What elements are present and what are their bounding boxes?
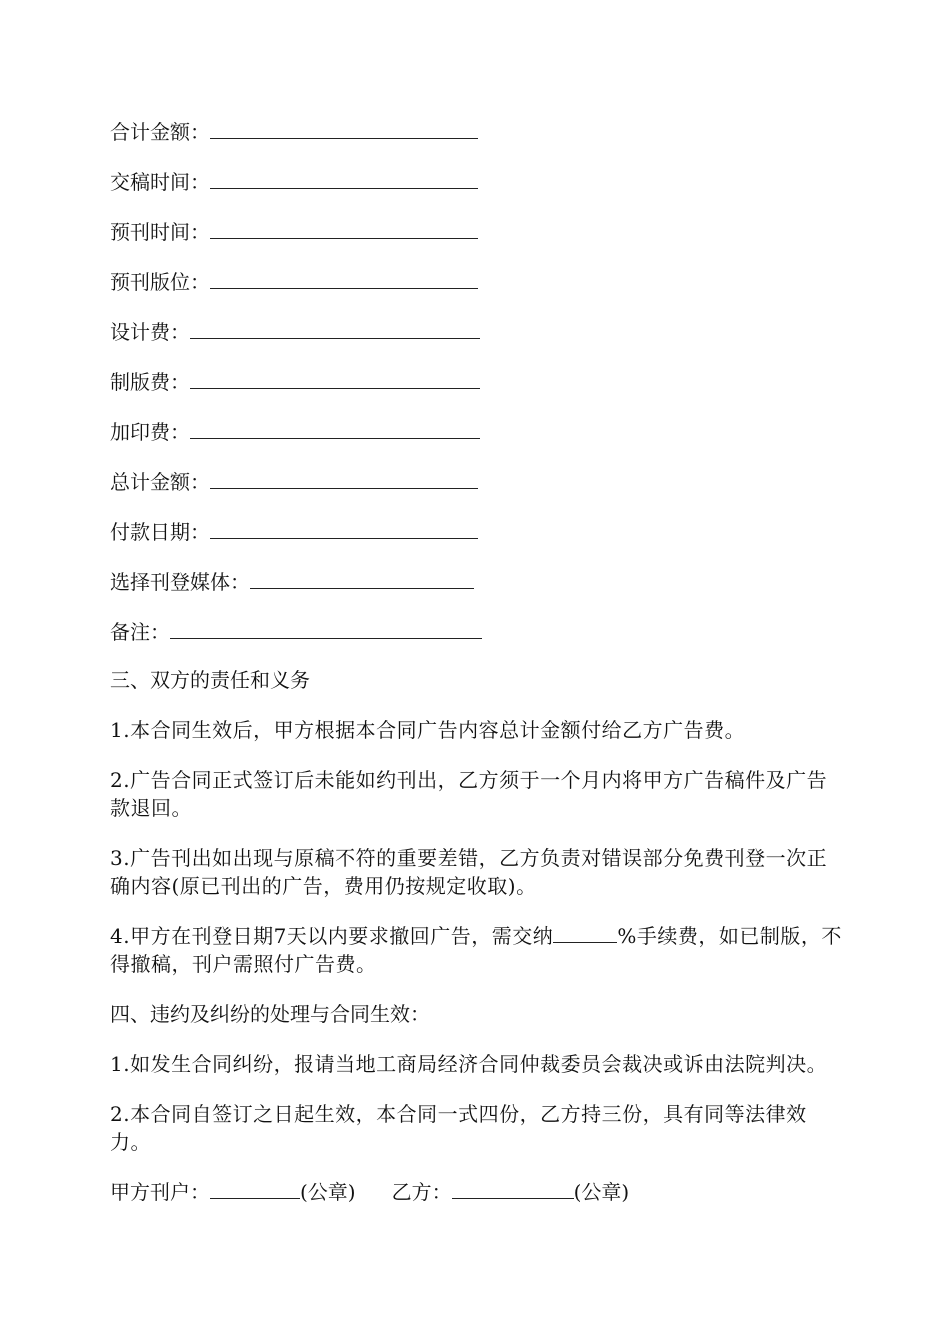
field-total-amount — [110, 116, 842, 166]
party-a-seal: (公章) — [300, 1180, 356, 1204]
field-label: 选择刊登媒体： — [110, 570, 250, 594]
field-label: 付款日期： — [110, 520, 210, 544]
field-remarks — [110, 616, 842, 666]
field-blank-line[interactable] — [210, 466, 478, 489]
field-label: 设计费： — [110, 320, 190, 344]
field-label: 预刊版位： — [110, 270, 210, 294]
signature-row — [110, 1178, 842, 1206]
field-extra-print-fee — [110, 416, 842, 466]
field-blank-line[interactable] — [190, 366, 480, 389]
section-3-clause-4 — [110, 922, 842, 978]
document-content — [110, 116, 842, 1206]
clause-4-text-before: 4.甲方在刊登日期7天以内要求撤回广告，需交纳 — [110, 924, 554, 948]
section-4-clause-1: 1.如发生合同纠纷，报请当地工商局经济合同仲裁委员会裁决或诉由法院判决。 — [110, 1052, 828, 1076]
field-label: 备注： — [110, 620, 170, 644]
field-blank-line[interactable] — [250, 566, 474, 589]
field-scheduled-position — [110, 266, 842, 316]
field-label: 合计金额： — [110, 120, 210, 144]
field-blank-line[interactable] — [210, 216, 478, 239]
fee-percent-blank[interactable] — [553, 922, 617, 943]
party-a-label: 甲方刊户： — [110, 1180, 210, 1204]
field-payment-date — [110, 516, 842, 566]
section-4-clause-2: 2.本合同自签订之日起生效，本合同一式四份，乙方持三份，具有同等法律效力。 — [110, 1102, 807, 1154]
field-label: 总计金额： — [110, 470, 210, 494]
field-blank-line[interactable] — [190, 416, 480, 439]
field-submission-time — [110, 166, 842, 216]
party-b-blank[interactable] — [452, 1178, 574, 1199]
field-selected-media — [110, 566, 842, 616]
field-blank-line[interactable] — [190, 316, 480, 339]
clause-4-text-after: %手续费，如已制版，不得撤稿，刊户需照付广告费。 — [110, 924, 842, 976]
party-b-label: 乙方： — [391, 1180, 452, 1204]
field-blank-line[interactable] — [170, 616, 482, 639]
field-label: 预刊时间： — [110, 220, 210, 244]
field-blank-line[interactable] — [210, 116, 478, 139]
field-blank-line[interactable] — [210, 166, 478, 189]
party-a-blank[interactable] — [210, 1178, 300, 1199]
party-b-seal: (公章) — [573, 1180, 630, 1204]
section-3-heading: 三、双方的责任和义务 — [110, 668, 310, 692]
field-label: 加印费： — [110, 420, 190, 444]
section-3-clause-2: 2.广告合同正式签订后未能如约刊出，乙方须于一个月内将甲方广告稿件及广告款退回。 — [110, 768, 828, 820]
section-3-clause-3: 3.广告刊出如出现与原稿不符的重要差错，乙方负责对错误部分免费刊登一次正确内容(原已刊出的广告，费用仍按规定收取)。 — [110, 846, 828, 898]
field-grand-total — [110, 466, 842, 516]
field-blank-line[interactable] — [210, 516, 478, 539]
field-blank-line[interactable] — [210, 266, 478, 289]
field-plate-fee — [110, 366, 842, 416]
field-scheduled-publish-time — [110, 216, 842, 266]
field-design-fee — [110, 316, 842, 366]
field-label: 制版费： — [110, 370, 190, 394]
field-label: 交稿时间： — [110, 170, 210, 194]
section-3-clause-1: 1.本合同生效后，甲方根据本合同广告内容总计金额付给乙方广告费。 — [110, 718, 746, 742]
section-4-heading: 四、违约及纠纷的处理与合同生效： — [110, 1002, 430, 1026]
